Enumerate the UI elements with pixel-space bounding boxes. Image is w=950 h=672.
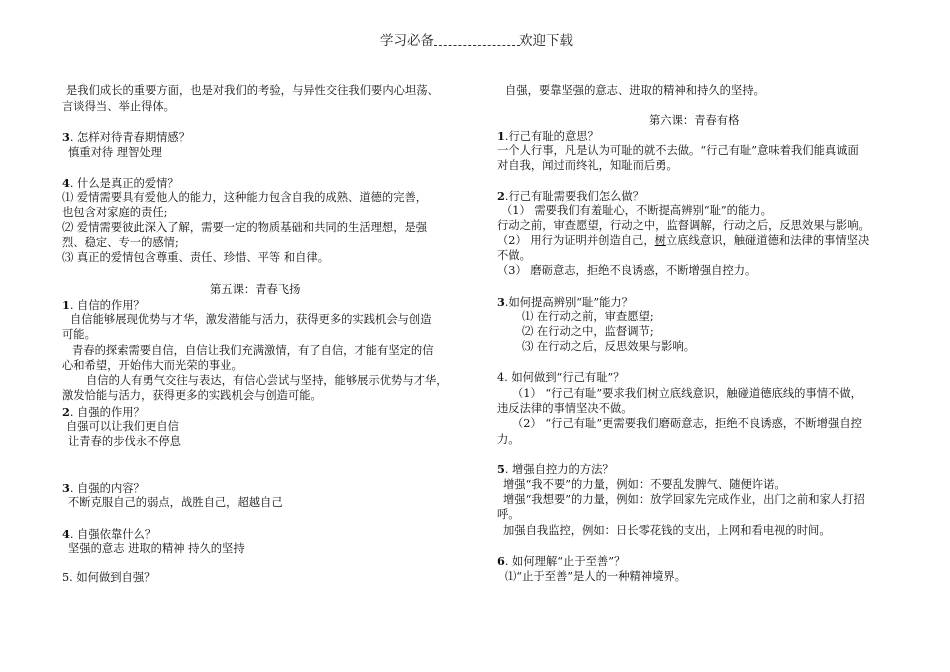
answer-line: 自信的人有勇气交往与表达，有信心尝试与坚持，能够展示优势与才华， (86, 374, 448, 387)
lesson-title: 第六课：青春有格 (649, 114, 740, 127)
question-heading: 4. 什么是真正的爱情？ (62, 176, 179, 190)
answer-line: 可能。 (62, 328, 96, 341)
question-heading: 2.行己有耻需要我们怎么做？ (497, 189, 645, 203)
question-heading: 4. 如何做到“行己有耻”？ (497, 371, 625, 384)
answer-line: （1） “行己有耻”要求我们树立底线意识，触碰道德底线的事情不做， (512, 387, 862, 400)
answer-line: 增强“我不要”的力量，例如：不要乱发脾气、随便许诺。 (503, 478, 786, 491)
answer-line: （1） 需要我们有羞耻心，不断提高辨别“耻”的能力。 (501, 204, 772, 217)
answer-line: ⑵ 爱情需要彼此深入了解，需要一定的物质基础和共同的生活理想，是强 (62, 221, 428, 234)
answer-line: 加强自我监控，例如：日长零花钱的支出，上网和看电视的时间。 (503, 524, 831, 537)
intro-line: 言谈得当、举止得体。 (62, 100, 175, 113)
answer-line: （2） 用行为证明并创造自己，树立底线意识，触碰道德和法律的事情坚决 (497, 234, 870, 247)
answer-line: 心和希望，开始伟大而光荣的事业。 (62, 359, 243, 372)
answer-line: 增强“我想要”的力量，例如：放学回家先完成作业，出门之前和家人打招 (503, 493, 865, 506)
answer-line: ⑶ 在行动之后，反思效果与影响。 (522, 340, 696, 353)
answer-line: ⑶ 真正的爱情包含尊重、责任、珍惜、平等 和自律。 (62, 251, 330, 264)
answer-line: 让青春的步伐永不停息 (68, 435, 181, 448)
question-heading: 6. 如何理解“止于至善”？ (497, 554, 626, 568)
answer-line: 一个人行事，凡是认为可耻的就不去做。“行己有耻”意味着我们能真诚面 (497, 144, 859, 157)
answer-line: 也包含对家庭的责任; (62, 206, 168, 219)
header-left-text: 学习必备 (380, 33, 434, 49)
question-heading: 5. 如何做到自强？ (62, 571, 156, 584)
intro-line: 自强，要靠坚强的意志、进取的精神和持久的坚持。 (505, 84, 765, 97)
lesson-title: 第五课：青春飞扬 (210, 283, 301, 296)
question-heading: 2. 自强的作用？ (62, 405, 145, 419)
answer-line: ⑴“止于至善”是人的一种精神境界。 (505, 570, 687, 583)
answer-line: 烈、稳定、专一的感情; (62, 236, 179, 249)
answer-line: ⑴ 爱情需要具有爱他人的能力，这种能力包含自我的成熟、道德的完善， (62, 191, 428, 204)
answer-line: 行动之前，审查愿望，行动之中，监督调解，行动之后，反思效果与影响。 (497, 219, 870, 232)
answer-line: 力。 (497, 433, 520, 446)
answer-line: 自强可以让我们更自信 (66, 420, 179, 433)
question-heading: 3.如何提高辨别“耻”能力？ (497, 295, 633, 309)
intro-line: 是我们成长的重要方面，也是对我们的考验，与异性交往我们要内心坦荡、 (66, 84, 439, 97)
question-heading: 4. 自强依靠什么？ (62, 527, 157, 541)
question-heading: 3. 自强的内容？ (62, 481, 145, 495)
answer-line: 激发恰能与活力，获得更多的实践机会与创造可能。 (62, 389, 322, 402)
answer-line: 青春的探索需要自信，自信让我们充满激情，有了自信，才能有坚定的信 (72, 344, 434, 357)
question-heading: 1. 自信的作用？ (62, 298, 145, 312)
header-right-text: 欢迎下载 (519, 33, 573, 49)
answer-line: （3） 磨砺意志，拒绝不良诱惑，不断增强自控力。 (497, 264, 757, 277)
question-heading: 5. 增强自控力的方法？ (497, 462, 614, 476)
answer-text: 慎重对待 理智处理 (68, 146, 162, 159)
answer-text: 坚强的意志 进取的精神 持久的坚持 (68, 542, 245, 555)
header-dashed-divider (434, 45, 520, 46)
question-heading: 3. 怎样对待青春期情感？ (62, 130, 191, 144)
question-heading: 1.行己有耻的意思？ (497, 129, 599, 143)
answer-line: ⑴ 在行动之前，审查愿望; (522, 310, 654, 323)
answer-line: 不做。 (497, 249, 531, 262)
answer-line: 自信能够展现优势与才华，激发潜能与活力，获得更多的实践机会与创造 (70, 313, 432, 326)
answer-line: 呼。 (497, 508, 520, 521)
answer-line: 对自我，闻过而终礼，知耻而后勇。 (497, 159, 678, 172)
answer-line: ⑵ 在行动之中，监督调节; (522, 325, 654, 338)
answer-line: 违反法律的事情坚决不做。 (497, 402, 633, 415)
answer-text: 不断克服自己的弱点，战胜自己，超越自己 (68, 496, 283, 509)
answer-line: （2） “行己有耻”更需要我们磨砺意志，拒绝不良诱惑，不断增强自控 (512, 417, 862, 430)
